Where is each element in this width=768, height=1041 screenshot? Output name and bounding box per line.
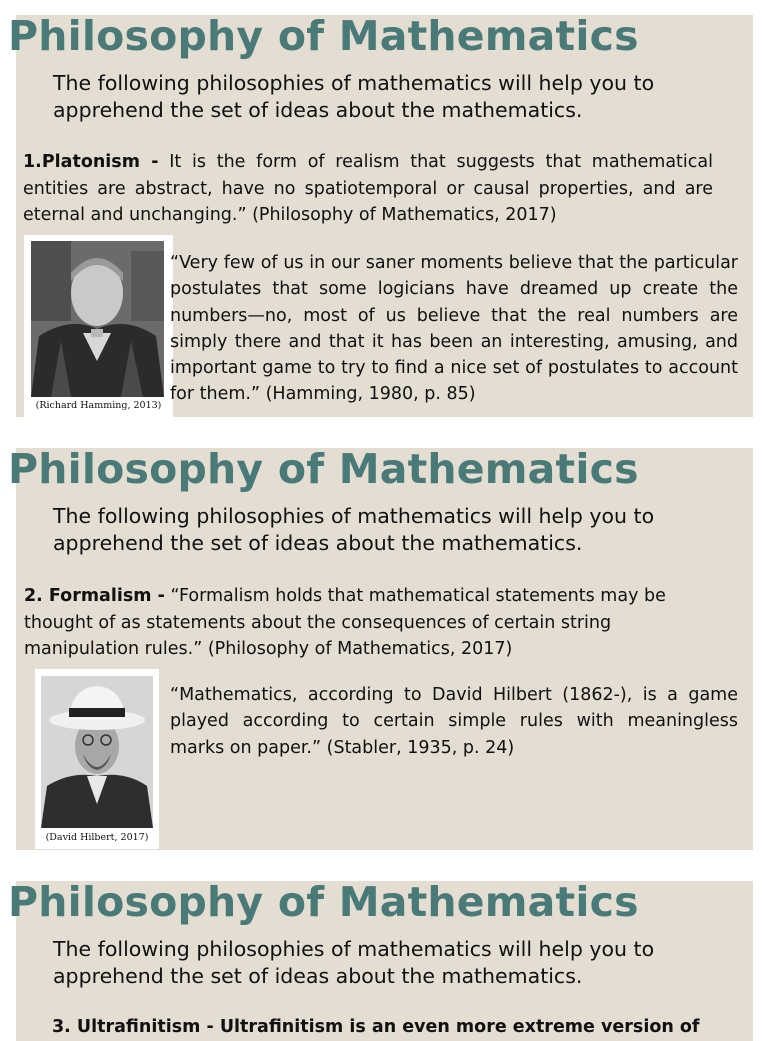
item-term: Platonism -	[41, 152, 159, 172]
item-ultrafinitism: 3. Ultrafinitism - Ultrafinitism is an even more extreme version of	[52, 1017, 700, 1037]
slide-ultrafinitism	[8, 878, 753, 1041]
quote-hamming: “Very few of us in our saner moments believe that the particular postulates that some logicians have dreamed up create the numbers—no, most of us believe that the real numbers are simply there and that it has been an interesting, amusing, and important game to try to find a nice set of postulates to account for them.” (Hamming, 1980, p. 85)	[170, 253, 738, 405]
portrait-image	[41, 676, 153, 828]
slide-platonism	[8, 12, 753, 417]
item-text: It is the form of realism that suggests that mathematical entities are abstract, have no spatiotemporal or causal properties, and are eternal and unchanging.” (Philosophy of Mathematics, 2017)	[23, 152, 713, 225]
quote-hilbert: “Mathematics, according to David Hilbert (1862-), is a game played according to certain simple rules with meaningless marks on paper.” (Stabler, 1935, p. 24)	[170, 685, 738, 758]
item-text: “Formalism holds that mathematical statements may be thought of as statements about the consequences of certain string manipulation rules.” (Philosophy of Mathematics, 2017)	[24, 586, 666, 659]
photo-david-hilbert	[35, 669, 159, 849]
slide-title: Philosophy of Mathematics	[8, 878, 639, 926]
photo-caption: (David Hilbert, 2017)	[45, 832, 149, 843]
slide-intro: The following philosophies of mathematics will help you to apprehend the set of ideas about the mathematics.	[53, 937, 655, 988]
item-number: 1.	[23, 152, 42, 172]
item-formalism	[24, 583, 714, 663]
item-term: Formalism -	[48, 586, 165, 606]
slide-title: Philosophy of Mathematics	[8, 12, 639, 60]
photo-caption: (Richard Hamming, 2013)	[35, 400, 162, 411]
item-platonism	[23, 149, 713, 229]
slide-formalism	[8, 445, 753, 850]
slide-title: Philosophy of Mathematics	[8, 445, 639, 493]
portrait-image	[31, 241, 164, 397]
item-number: 2.	[24, 586, 49, 606]
slide-intro: The following philosophies of mathematics will help you to apprehend the set of ideas about the mathematics.	[53, 504, 655, 555]
slide-intro: The following philosophies of mathematics will help you to apprehend the set of ideas about the mathematics.	[53, 71, 655, 122]
photo-richard-hamming	[24, 235, 173, 419]
